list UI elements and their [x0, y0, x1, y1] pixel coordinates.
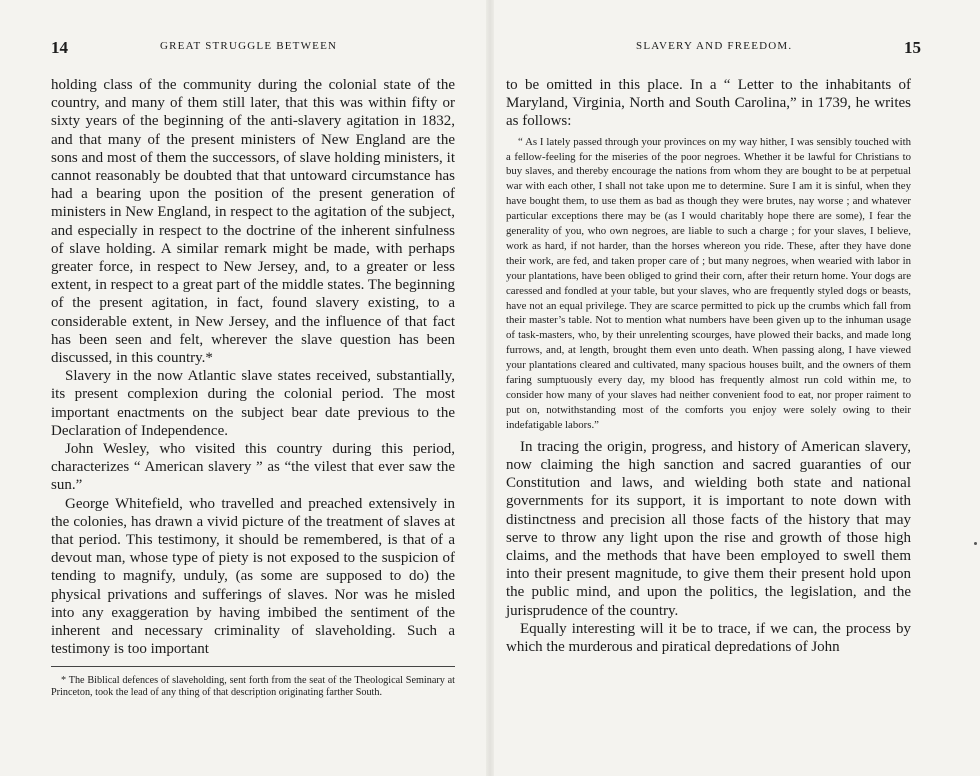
left-text-column [51, 76, 455, 659]
paragraph: to be omitted in this place. In a “ Letter to the inhabitants of Maryland, Virginia, North and South Carolina,” in 1739, he writes as follows: [506, 77, 911, 130]
paragraph: Equally interesting will it be to trace, if we can, the process by which the murderous and piratical depredations of John [506, 620, 911, 655]
right-text-column [506, 76, 911, 656]
paragraph: George Whitefield, who travelled and preached extensively in the colonies, has drawn a vivid picture of the treatment of slaves at that period. This testimony, it should be remembered, is that of a devout man, whose type of piety is not exposed to the suspicion of tending to magnify, unduly, (as some are supposed to do) the physical privations and sufferings of slaves. Nor was he misled into any exaggeration by having imbibed the sentiment of the inherent and necessary criminality of slaveholding. Such a testimony is too important [51, 495, 455, 658]
page-number: 15 [904, 38, 921, 57]
page-number: 14 [51, 38, 68, 57]
paragraph: John Wesley, who visited this country during this period, characterizes “ American slavery ” as “the vilest that ever saw the sun.” [51, 441, 455, 494]
footnote: * The Biblical defences of slaveholding, sent forth from the seat of the Theological Seminary at Princeton, took the lead of any thing of that description originating farther South. [51, 675, 455, 699]
paragraph: Slavery in the now Atlantic slave states received, substantially, its present complexion during the colonial period. The most important enactments on the subject bear date previous to the Declaration of Independence. [51, 368, 455, 439]
running-head: GREAT STRUGGLE BETWEEN [160, 40, 338, 52]
block-quote: “ As I lately passed through your provinces on my way hither, I was sensibly touched with a fellow-feeling for the miseries of the poor negroes. Whether it be lawful for Christians to buy slaves, and thereby encourage the nations from whom they are bought to be at perpetual war with each other, I shall not take upon me to determine. Sure I am it is sinful, when they have bought them, to use them as bad as though they were brutes, nay worse ; and whatever particular exceptions there may be (as I would charitably hope there are some), I fear the generality of you, who own negroes, are liable to such a charge ; for your slaves, I believe, work as hard, if not harder, than the horses whereon you ride. These, after they have done their work, are fed, and taken proper care of ; but many negroes, when wearied with labor in your plantations, have been obliged to grind their corn, after their return home. Your dogs are caressed and fondled at your table, but your slaves, who are frequently styled dogs or beasts, have not an equal privilege. They are scarce permitted to pick up the crumbs which fall from their master’s table. Not to mention what numbers have been given up to the inhuman usage of task-masters, who, by their unrelenting scourges, have plowed their backs, and made long furrows, and, at length, brought them even unto death. When passing along, I have viewed your plantations cleared and cultivated, many spacious houses built, and the owners of them faring sumptuously every day, my blood has frequently almost run cold within me, to consider how many of your slaves had neither convenient food to eat, nor proper raiment to put on, notwithstanding most of the comforts you enjoy were solely owing to their indefatigable labors.” [506, 135, 911, 431]
scan-speck [974, 542, 977, 545]
running-head: SLAVERY AND FREEDOM. [636, 40, 793, 52]
paragraph: holding class of the community during the colonial state of the country, and many of them still later, that this was within fifty or sixty years of the beginning of the anti-slavery agitation in 1832, and that many of the present ministers of New England are the sons and most of them the successors, of slave holding ministers, it cannot reasonably be doubted that that untoward circumstance has had a bearing upon the position of the present generation of ministers in New England, in respect to the agitation of the subject, and especially in respect to the doctrine of the inherent sinfulness of slave holding. A similar remark might be made, with perhaps greater force, in respect to New Jersey, and, to a greater or less extent, in respect to a great part of the middle states. The beginning of the present agitation, in fact, found slavery existing, to a considerable extent, in New Jersey, and the influence of that fact has been seen and felt, wherever the slave question has been discussed, in this country.* [51, 77, 455, 367]
right-page [490, 0, 980, 776]
paragraph: In tracing the origin, progress, and history of American slavery, now claiming the high sanction and sacred guaranties of our Constitution and laws, and wielding both state and national governments for its support, it is important to note down with distinctness and precision all those facts of the history that may serve to throw any light upon the rise and growth of those high claims, and the methods that have been employed to swell them into their present magnitude, to give them their present hold upon the public mind, and upon the politics, the legislation, and the jurisprudence of the country. [506, 438, 911, 619]
footnote-divider [51, 666, 455, 667]
